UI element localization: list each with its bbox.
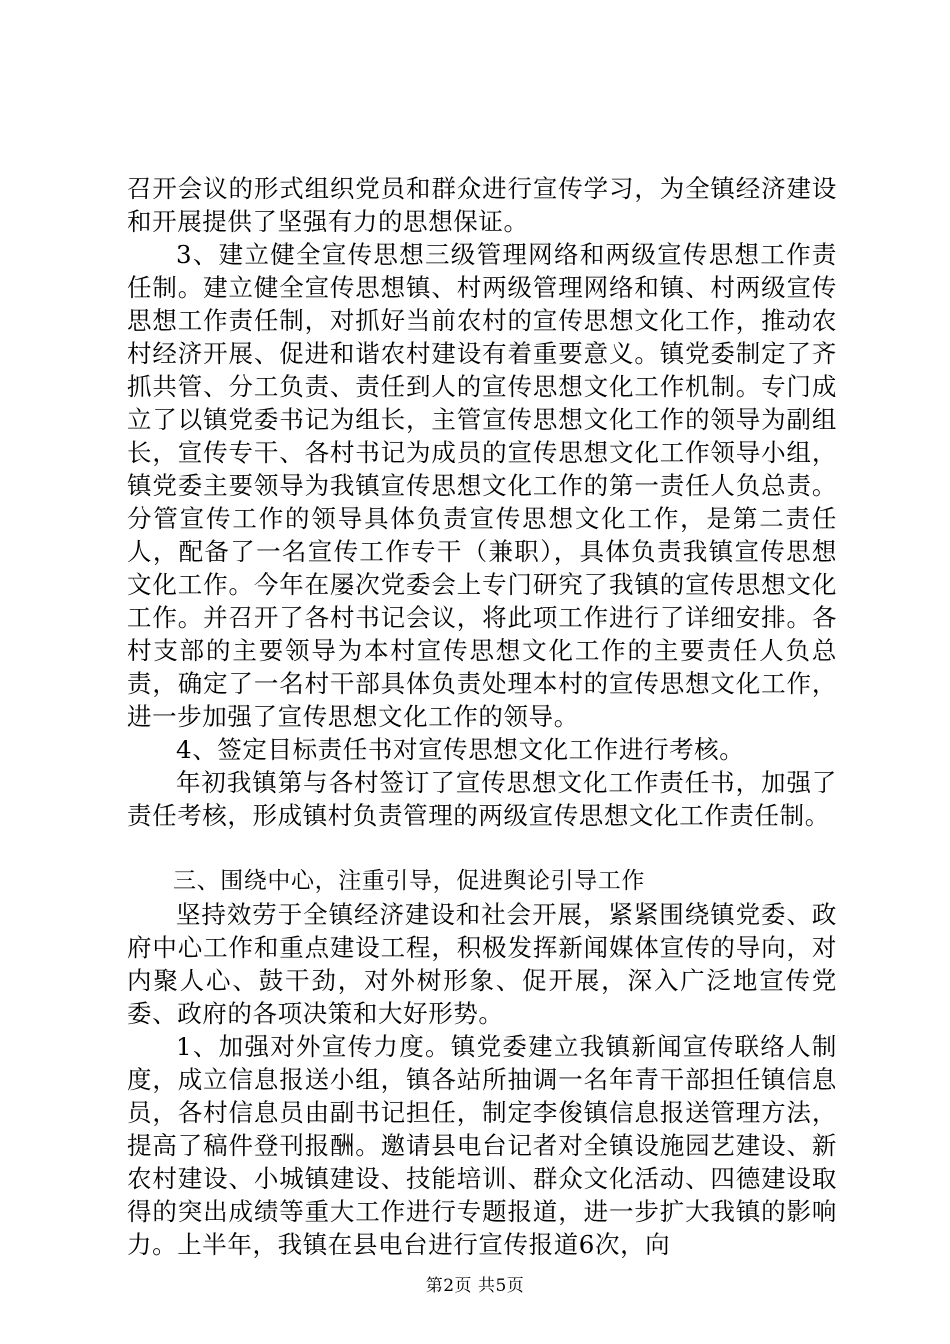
page-footer: 第2页 共5页: [425, 1276, 525, 1296]
paragraph-section-intro: 坚持效劳于全镇经济建设和社会开展，紧紧围绕镇党委、政府中心工作和重点建设工程，积极发挥新闻媒体宣传的导向，对内聚人心、鼓干劲，对外树形象、促开展，深入广泛地宣传党委、政府的各项决策和大好形势。: [127, 900, 837, 1028]
paragraph-item-1: 1、加强对外宣传力度。镇党委建立我镇新闻宣传联络人制度，成立信息报送小组，镇各站所抽调一名年青干部担任镇信息员，各村信息员由副书记担任，制定李俊镇信息报送管理方法，提高了稿件登刊报酬。邀请县电台记者对全镇设施园艺建设、新农村建设、小城镇建设、技能培训、群众文化活动、四德建设取得的突出成绩等重大工作进行专题报道，进一步扩大我镇的影响力。上半年，我镇在县电台进行宣传报道6次，向: [127, 1032, 837, 1259]
paragraph-item-4-body: 年初我镇第与各村签订了宣传思想文化工作责任书，加强了责任考核，形成镇村负责管理的两级宣传思想文化工作责任制。: [127, 768, 837, 830]
section-spacer: [127, 832, 837, 865]
paragraph-item-3: 3、建立健全宣传思想三级管理网络和两级宣传思想工作责任制。建立健全宣传思想镇、村两级管理网络和镇、村两级宣传思想工作责任制，对抓好当前农村的宣传思想文化工作，推动农村经济开展、促进和谐农村建设有着重要意义。镇党委制定了齐抓共管、分工负责、责任到人的宣传思想文化工作机制。专门成立了以镇党委书记为组长，主管宣传思想文化工作的领导为副组长，宣传专干、各村书记为成员的宣传思想文化工作领导小组，镇党委主要领导为我镇宣传思想文化工作的第一责任人负总责。分管宣传工作的领导具体负责宣传思想文化工作，是第二责任人，配备了一名宣传工作专干（兼职），具体负责我镇宣传思想文化工作。今年在屡次党委会上专门研究了我镇的宣传思想文化工作。并召开了各村书记会议，将此项工作进行了详细安排。各村支部的主要领导为本村宣传思想文化工作的主要责任人负总责，确定了一名村干部具体负责处理本村的宣传思想文化工作，进一步加强了宣传思想文化工作的领导。: [127, 240, 837, 731]
paragraph-continuation: 召开会议的形式组织党员和群众进行宣传学习，为全镇经济建设和开展提供了坚强有力的思想保证。: [127, 174, 837, 236]
paragraph-item-4-title: 4、签定目标责任书对宣传思想文化工作进行考核。: [176, 735, 745, 764]
document-body: [127, 172, 837, 1261]
section-heading-3: 三、围绕中心，注重引导，促进舆论引导工作: [173, 868, 645, 894]
